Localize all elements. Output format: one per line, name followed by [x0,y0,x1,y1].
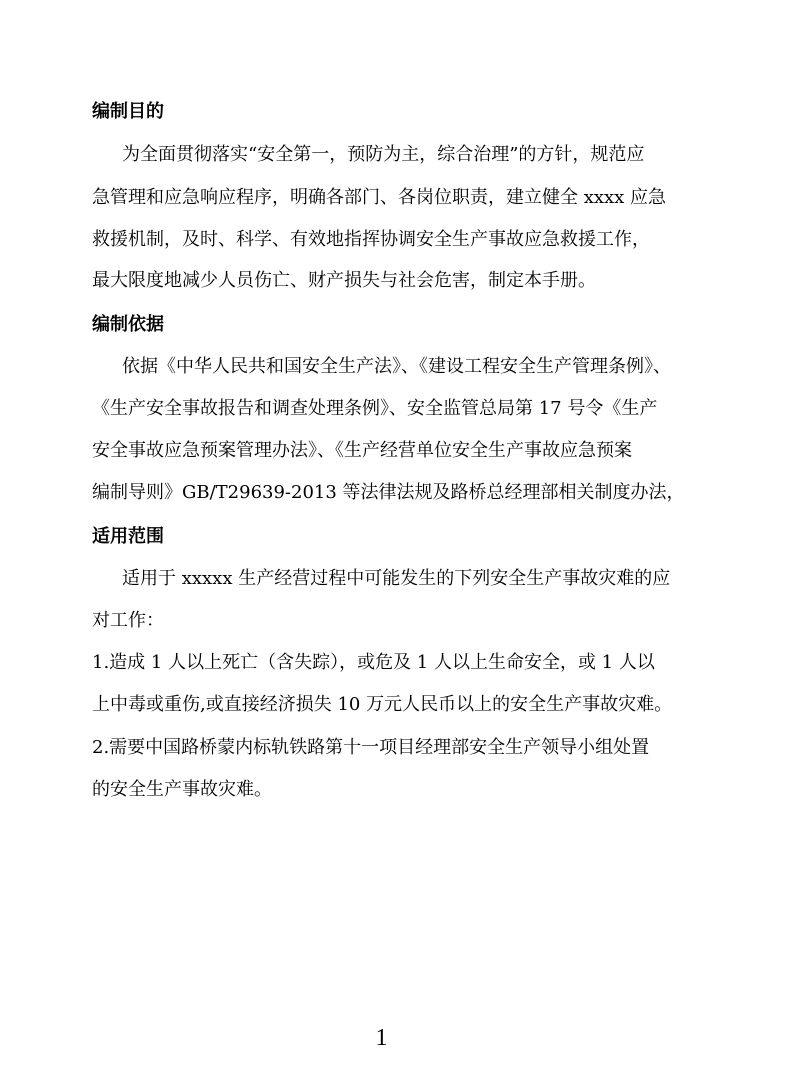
scope-line-6: 的安全生产事故灾难。 [92,779,272,800]
basis-line-1: 依据《中华人民共和国安全生产法》、《建设工程安全生产管理条例》、 [122,356,671,377]
page-number: 1 [375,1025,388,1051]
scope-line-4: 上中毒或重伤,或直接经济损失 10 万元人民币以上的安全生产事故灾难。 [92,694,673,715]
heading-basis: 编制依据 [92,314,164,335]
scope-line-3: 1.造成 1 人以上死亡（含失踪），或危及 1 人以上生命安全，或 1 人以 [92,652,655,673]
scope-line-1: 适用于 xxxxx 生产经营过程中可能发生的下列安全生产事故灾难的应 [122,568,671,589]
purpose-line-4: 最大限度地减少人员伤亡、财产损失与社会危害，制定本手册。 [92,270,596,291]
basis-line-2: 《生产安全事故报告和调查处理条例》、安全监管总局第 17 号令《生产 [92,398,658,419]
heading-purpose: 编制目的 [92,101,164,122]
purpose-line-3: 救援机制，及时、科学、有效地指挥协调安全生产事故应急救援工作， [92,229,650,250]
basis-line-4: 编制导则》GB/T29639-2013 等法律法规及路桥总经理部相关制度办法， [92,482,685,503]
heading-scope: 适用范围 [92,526,164,547]
scope-line-5: 2.需要中国路桥蒙内标轨铁路第十一项目经理部安全生产领导小组处置 [92,737,650,758]
scope-line-2: 对工作： [92,610,164,631]
purpose-line-2: 急管理和应急响应程序，明确各部门、各岗位职责，建立健全 xxxx 应急 [92,187,667,208]
purpose-line-1: 为全面贯彻落实“安全第一，预防为主，综合治理”的方针，规范应 [122,144,645,165]
basis-line-3: 安全事故应急预案管理办法》、《生产经营单位安全生产事故应急预案 [92,440,632,461]
